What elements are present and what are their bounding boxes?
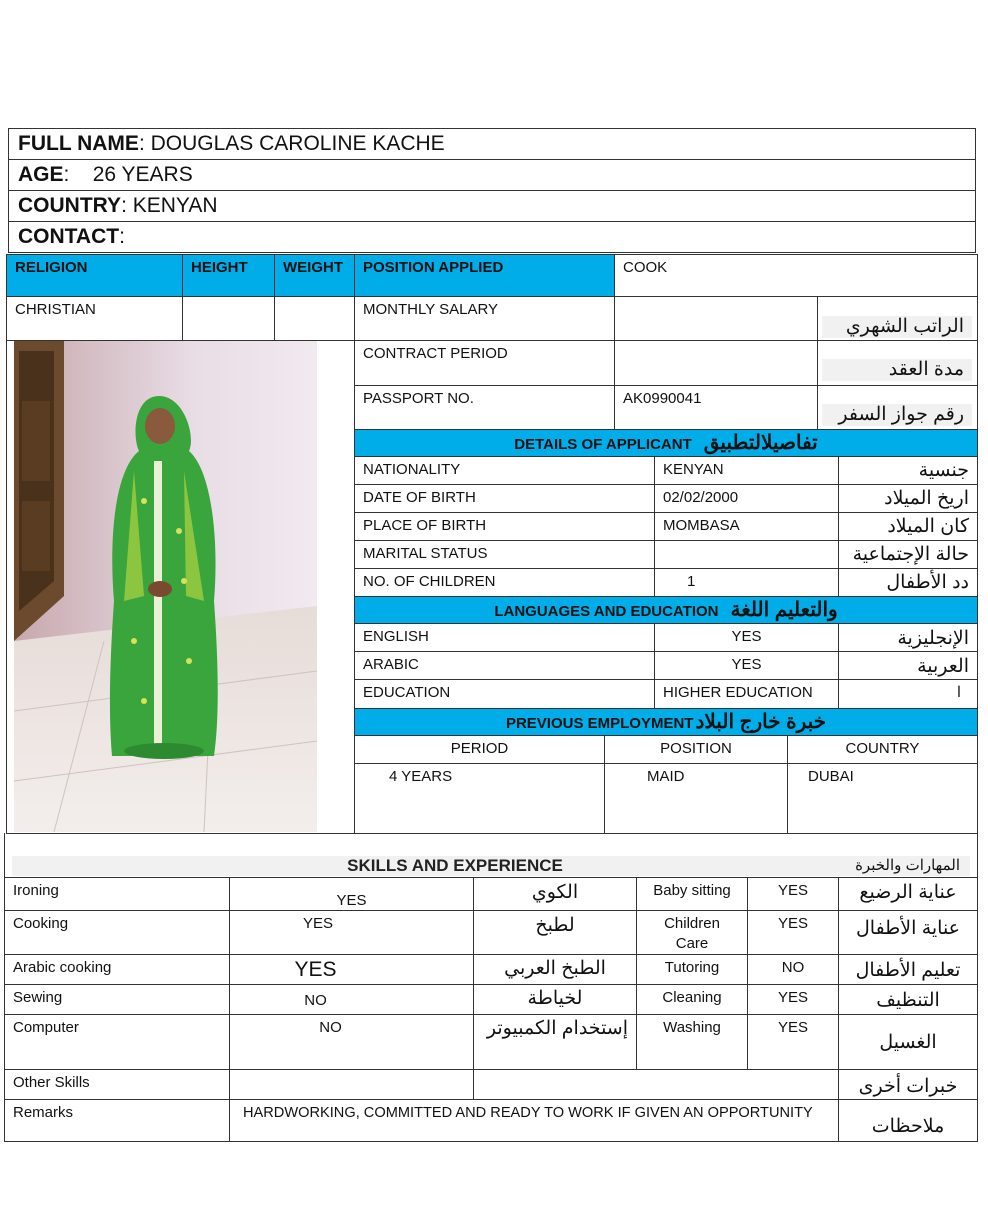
- language-row-label: ENGLISH: [354, 623, 655, 652]
- details-row-value: [654, 540, 839, 569]
- remarks-label: Remarks: [4, 1099, 230, 1142]
- other-skills-value-2: [473, 1069, 839, 1100]
- details-row-ar: جنسية: [838, 456, 978, 485]
- skill-value: YES: [229, 877, 474, 911]
- passport-label: PASSPORT NO.: [354, 385, 615, 430]
- employment-title: PREVIOUS EMPLOYMENT: [505, 715, 694, 732]
- skill-label: Cooking: [4, 910, 230, 955]
- religion-header: RELIGION: [6, 254, 183, 297]
- details-row-label: MARITAL STATUS: [354, 540, 655, 569]
- skill-value: NO: [229, 984, 474, 1015]
- height-value: [182, 296, 275, 341]
- contact-value: :: [119, 225, 125, 248]
- skill-value: YES: [229, 910, 474, 955]
- employment-title-ar: خبرة خارج البلاد: [695, 711, 827, 733]
- skill2-ar: تعليم الأطفال: [838, 954, 978, 985]
- details-row-ar: دد الأطفال: [838, 568, 978, 597]
- details-row-value: MOMBASA: [654, 512, 839, 541]
- period-header: PERIOD: [354, 735, 605, 764]
- details-band: [354, 429, 978, 457]
- languages-title: LANGUAGES AND EDUCATION: [494, 603, 719, 620]
- details-row-ar: اريخ الميلاد: [838, 484, 978, 513]
- position-header: POSITION: [604, 735, 788, 764]
- employment-period: 4 YEARS: [354, 763, 605, 834]
- age-value: : 26 YEARS: [63, 163, 193, 186]
- skill-ar: الطبخ العربي: [473, 954, 637, 985]
- language-row-value: YES: [654, 651, 839, 680]
- details-title: DETAILS OF APPLICANT: [514, 436, 692, 453]
- details-row-label: NATIONALITY: [354, 456, 655, 485]
- language-row-label: ARABIC: [354, 651, 655, 680]
- details-row-label: PLACE OF BIRTH: [354, 512, 655, 541]
- full-name-value: : DOUGLAS CAROLINE KACHE: [138, 132, 445, 155]
- monthly-salary-ar: الراتب الشهري: [822, 316, 972, 338]
- other-skills-ar: خبرات أخرى: [838, 1069, 978, 1100]
- passport-ar: رقم جواز السفر: [822, 404, 972, 426]
- skills-title: SKILLS AND EXPERIENCE: [347, 856, 563, 875]
- education-label: EDUCATION: [354, 679, 655, 709]
- country-row: [8, 191, 976, 222]
- country-value: : KENYAN: [121, 194, 218, 217]
- language-row-value: YES: [654, 623, 839, 652]
- skill2-ar: التنظيف: [838, 984, 978, 1015]
- skill2-value: YES: [747, 910, 839, 955]
- skill-value: NO: [229, 1014, 474, 1070]
- skill2-label: Children Care: [636, 910, 748, 955]
- skill-label: Sewing: [4, 984, 230, 1015]
- skill2-label: Cleaning: [636, 984, 748, 1015]
- languages-title-ar: والتعليم اللغة: [730, 599, 838, 621]
- skill2-ar: عناية الرضيع: [838, 877, 978, 911]
- other-skills-label: Other Skills: [4, 1069, 230, 1100]
- skill2-ar: عناية الأطفال: [838, 910, 978, 955]
- skill2-ar: الغسيل: [838, 1014, 978, 1070]
- employment-band: [354, 708, 978, 736]
- skill-ar: لخياطة: [473, 984, 637, 1015]
- education-ar: ا: [838, 679, 978, 709]
- religion-value: CHRISTIAN: [6, 296, 183, 341]
- skill2-value: YES: [747, 1014, 839, 1070]
- skill2-label: Baby sitting: [636, 877, 748, 911]
- age-row: [8, 160, 976, 191]
- skill2-value: YES: [747, 877, 839, 911]
- employment-position: MAID: [604, 763, 788, 834]
- age-label: AGE: [18, 163, 64, 186]
- details-row-ar: حالة الإجتماعية: [838, 540, 978, 569]
- details-row-value: 02/02/2000: [654, 484, 839, 513]
- remarks-value: HARDWORKING, COMMITTED AND READY TO WORK IF GIVEN AN OPPORTUNITY: [229, 1099, 839, 1142]
- education-value: HIGHER EDUCATION: [654, 679, 839, 709]
- contract-period-ar: مدة العقد: [822, 359, 972, 381]
- contact-label: CONTACT: [18, 225, 120, 248]
- language-row-ar: الإنجليزية: [838, 623, 978, 652]
- passport-value: AK0990041: [614, 385, 818, 430]
- skill-label: Ironing: [4, 877, 230, 911]
- position-applied-value: COOK: [614, 254, 978, 297]
- skill2-value: YES: [747, 984, 839, 1015]
- skill2-value: NO: [747, 954, 839, 985]
- remarks-ar: ملاحظات: [838, 1099, 978, 1142]
- details-row-value: KENYAN: [654, 456, 839, 485]
- skill-ar: الكوي: [473, 877, 637, 911]
- contract-period-value: [614, 340, 818, 386]
- employment-country: DUBAI: [787, 763, 978, 834]
- skill2-label: Washing: [636, 1014, 748, 1070]
- height-header: HEIGHT: [182, 254, 275, 297]
- details-row-ar: كان الميلاد: [838, 512, 978, 541]
- other-skills-value: [229, 1069, 474, 1100]
- full-name-row: [8, 129, 976, 160]
- skill-ar: إستخدام الكمبيوتر: [473, 1014, 637, 1070]
- skill-value: YES: [229, 954, 474, 985]
- skill2-label: Tutoring: [636, 954, 748, 985]
- monthly-salary-label: MONTHLY SALARY: [354, 296, 615, 341]
- skill-ar: لطبخ: [473, 910, 637, 955]
- weight-header: WEIGHT: [274, 254, 355, 297]
- details-title-ar: تفاصيلالتطبيق: [703, 432, 818, 454]
- applicant-photo: [14, 341, 317, 832]
- weight-value: [274, 296, 355, 341]
- position-applied-header: POSITION APPLIED: [354, 254, 615, 297]
- skills-title-ar: المهارات والخبرة: [855, 857, 960, 874]
- languages-band: [354, 596, 978, 624]
- skill-label: Arabic cooking: [4, 954, 230, 985]
- country-header: COUNTRY: [787, 735, 978, 764]
- skill-label: Computer: [4, 1014, 230, 1070]
- contract-period-label: CONTRACT PERIOD: [354, 340, 615, 386]
- details-row-value: 1: [654, 568, 839, 597]
- language-row-ar: العربية: [838, 651, 978, 680]
- details-row-label: NO. OF CHILDREN: [354, 568, 655, 597]
- details-row-label: DATE OF BIRTH: [354, 484, 655, 513]
- full-name-label: FULL NAME: [18, 132, 139, 155]
- country-label: COUNTRY: [18, 194, 122, 217]
- monthly-salary-value: [614, 296, 818, 341]
- contact-row: [8, 222, 976, 253]
